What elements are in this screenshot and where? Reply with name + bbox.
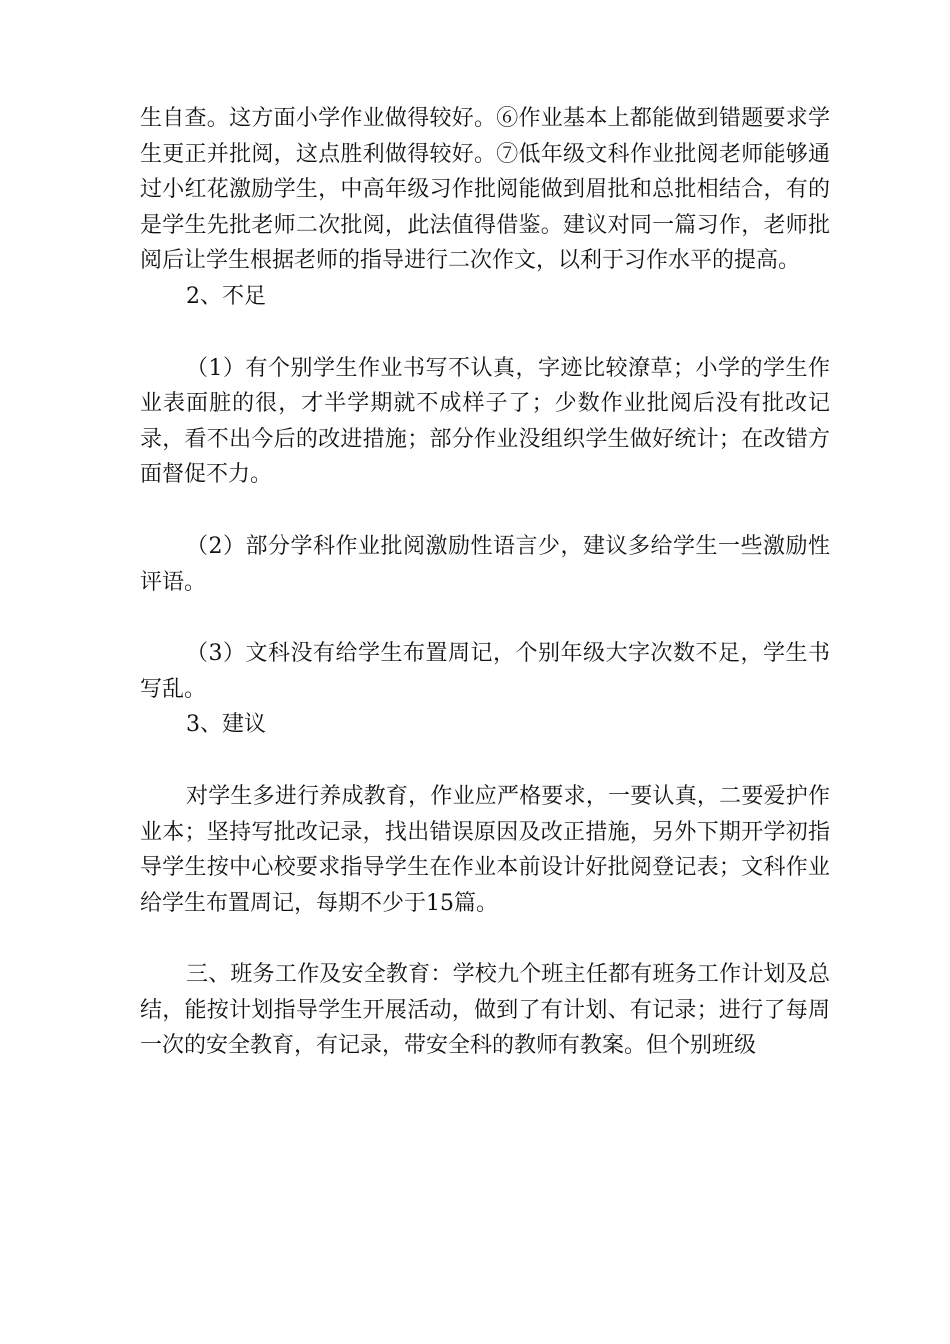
- paragraph-class-affairs-safety: 三、班务工作及安全教育：学校九个班主任都有班务工作计划及总结，能按计划指导学生开展活动，做到了有计划、有记录；进行了每周一次的安全教育，有记录，带安全科的教师有教案。但个别班级: [140, 962, 830, 1059]
- paragraph-shortcoming-3: （3）文科没有给学生布置周记，个别年级大字次数不足，学生书写乱。: [140, 641, 830, 702]
- paragraph-shortcoming-2: （2）部分学科作业批阅激励性语言少，建议多给学生一些激励性评语。: [140, 533, 830, 595]
- heading-shortcomings: 2、不足: [186, 283, 266, 309]
- paragraph-homework-review: 生自查。这方面小学作业做得较好。⑥作业基本上都能做到错题要求学生更正并批阅，这点胜利做得较好。⑦低年级文科作业批阅老师能够通过小红花激励学生，中高年级习作批阅能做到眉批和总批相结合，有的是学生先批老师二次批阅，此法值得借鉴。建议对同一篇习作，老师批阅后让学生根据老师的指导进行二次作文，以利于习作水平的提高。: [140, 106, 830, 274]
- heading-suggestions: 3、建议: [186, 712, 266, 738]
- document-body: [140, 101, 830, 1064]
- paragraph-shortcoming-1: （1）有个别学生作业书写不认真，字迹比较潦草；小学的学生作业表面脏的很，才半学期就不成样子了；少数作业批阅后没有批改记录，看不出今后的改进措施；部分作业没组织学生做好统计；在改错方面督促不力。: [140, 355, 830, 488]
- paragraph-suggestions: 对学生多进行养成教育，作业应严格要求，一要认真，二要爱护作业本；坚持写批改记录，找出错误原因及改正措施，另外下期开学初指导学生按中心校要求指导学生在作业本前设计好批阅登记表；文科作业给学生布置周记，每期不少于15篇。: [140, 783, 830, 916]
